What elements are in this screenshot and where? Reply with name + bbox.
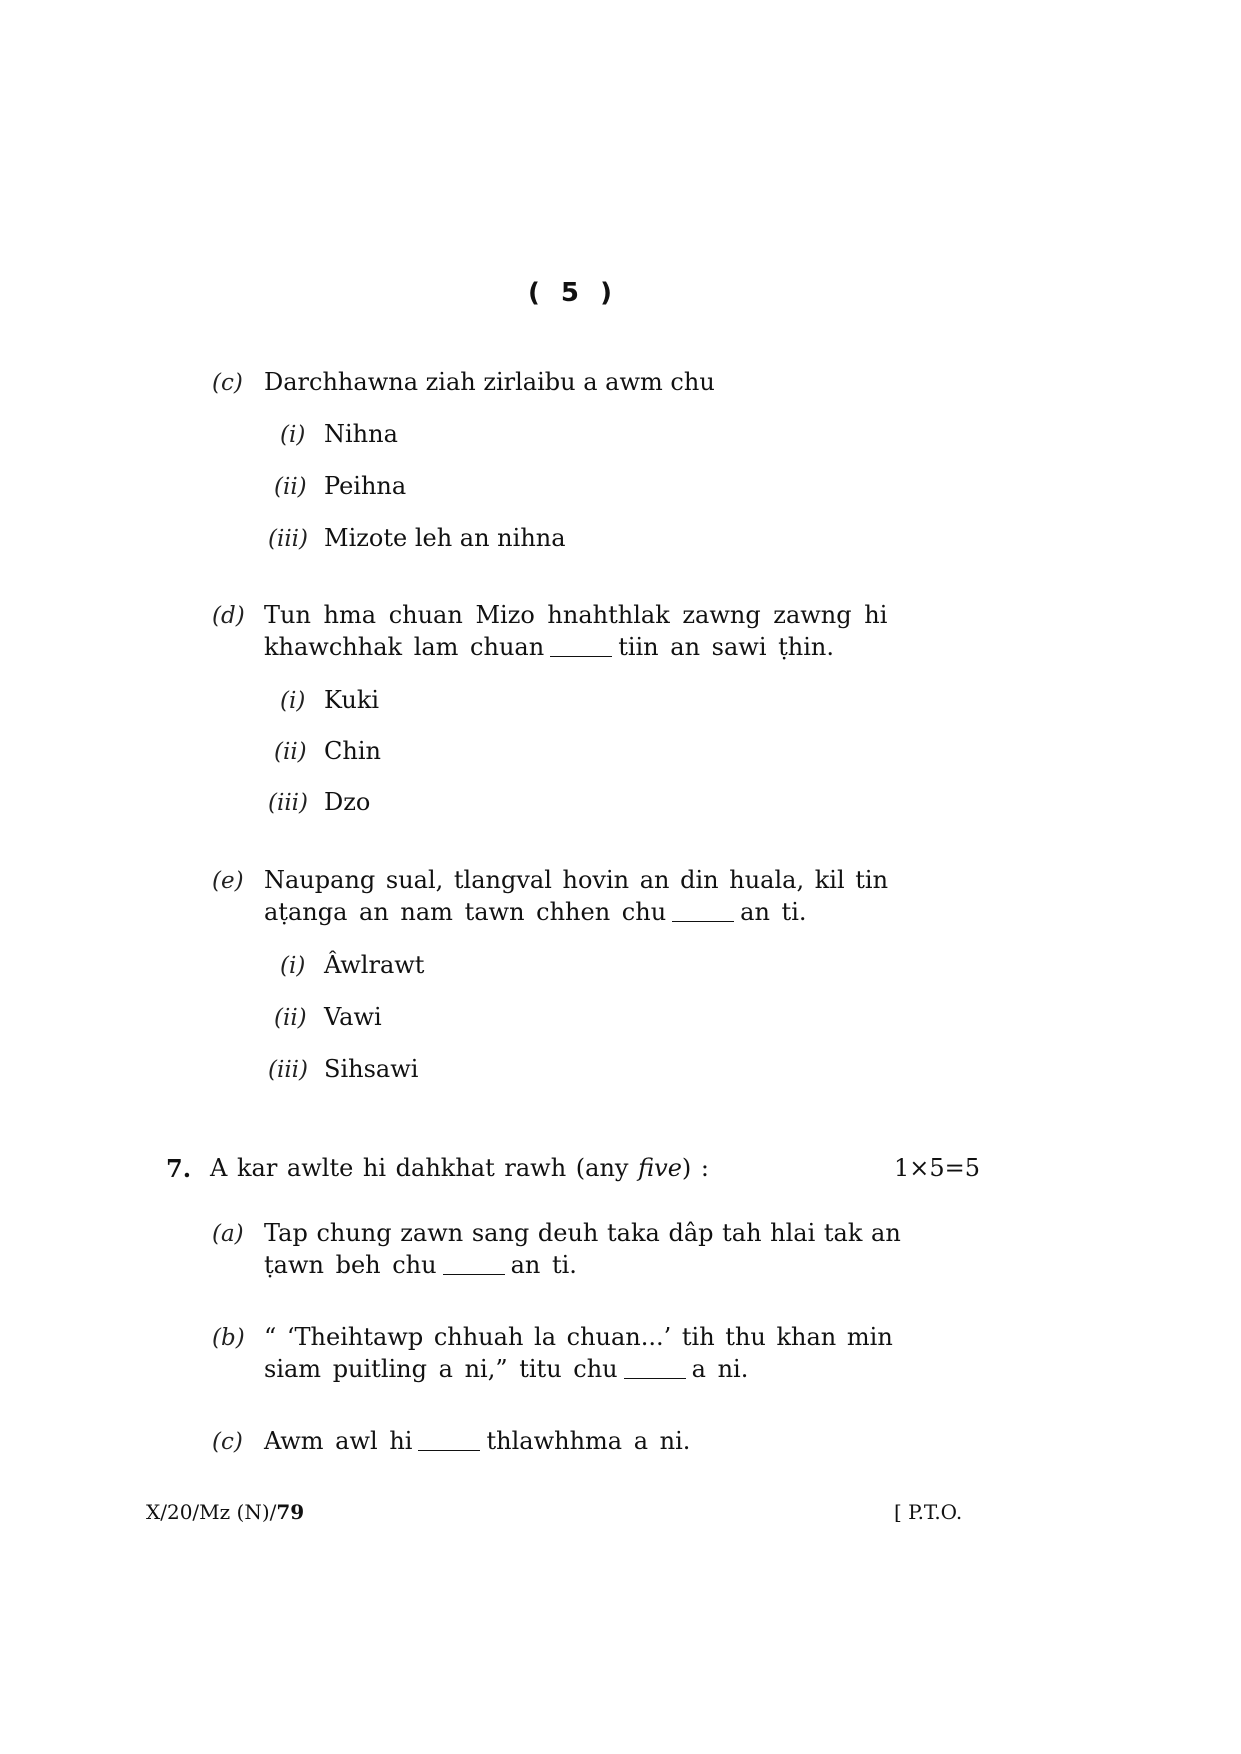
pto-marker: [ P.T.O. [894,1500,963,1524]
question-text: ṭawn beh chu [264,1251,437,1279]
instruction-text: A kar awlte hi dahkhat rawh (any [210,1154,629,1182]
question-7b-line2 [264,1355,748,1383]
question-7a-line1: Tap chung zawn sang deuh taka dâp tah hlai tak an [264,1219,901,1247]
option-label: (i) [280,953,306,979]
question-6e-line1: Naupang sual, tlangval hovin an din huala, kil tin [264,866,889,894]
answer-blank [672,921,734,922]
page-number: ( 5 ) [528,278,618,308]
answer-blank [418,1450,480,1451]
question-6d-line1: Tun hma chuan Mizo hnahthlak zawng zawng hi [264,601,888,629]
question-7-number: 7. [166,1154,192,1183]
option-text: Vawi [324,1003,382,1031]
question-text: an ti. [740,898,807,926]
paper-code-number: 79 [276,1500,305,1524]
question-7c-line [264,1427,690,1455]
question-7c-label: (c) [212,1429,243,1455]
question-text: thlawhhma a ni. [486,1427,691,1455]
option-label: (ii) [274,1005,307,1031]
option-label: (iii) [268,790,309,816]
option-text: Âwlrawt [324,951,425,979]
option-label: (i) [280,688,306,714]
option-text: Peihna [324,472,407,500]
answer-blank [443,1274,505,1275]
question-6d-line2 [264,633,834,661]
question-7a-label: (a) [212,1221,244,1247]
answer-blank [624,1378,686,1379]
option-label: (ii) [274,739,307,765]
paper-code [146,1500,304,1524]
question-6d-label: (d) [212,603,245,629]
question-6e-line2 [264,898,807,926]
option-text: Chin [324,737,381,765]
question-text: Awm awl hi [264,1427,413,1455]
question-7-instruction [210,1154,709,1182]
question-text: tiin an sawi ṭhin. [618,633,834,661]
option-label: (iii) [268,1057,309,1083]
question-text: aṭanga an nam tawn chhen chu [264,898,667,926]
instruction-text: ) : [681,1154,709,1182]
question-text: khawchhak lam chuan [264,633,545,661]
paper-code-prefix: X/20/Mz (N)/ [146,1500,277,1524]
question-6c-text: Darchhawna ziah zirlaibu a awm chu [264,368,715,396]
question-text: an ti. [510,1251,577,1279]
option-text: Kuki [324,686,380,714]
option-label: (ii) [274,474,307,500]
question-7-marks: 1×5=5 [894,1154,981,1182]
question-6c-label: (c) [212,370,243,396]
question-7b-label: (b) [212,1325,245,1351]
question-text: a ni. [691,1355,749,1383]
option-text: Mizote leh an nihna [324,524,566,552]
question-6e-label: (e) [212,868,244,894]
question-text: siam puitling a ni,” titu chu [264,1355,618,1383]
question-7b-line1: “ ‘Theihtawp chhuah la chuan...’ tih thu khan min [264,1323,893,1351]
answer-blank [550,656,612,657]
option-label: (i) [280,422,306,448]
option-text: Sihsawi [324,1055,419,1083]
question-7a-line2 [264,1251,577,1279]
option-label: (iii) [268,526,309,552]
option-text: Nihna [324,420,398,448]
option-text: Dzo [324,788,371,816]
instruction-emphasis: five [638,1154,682,1182]
